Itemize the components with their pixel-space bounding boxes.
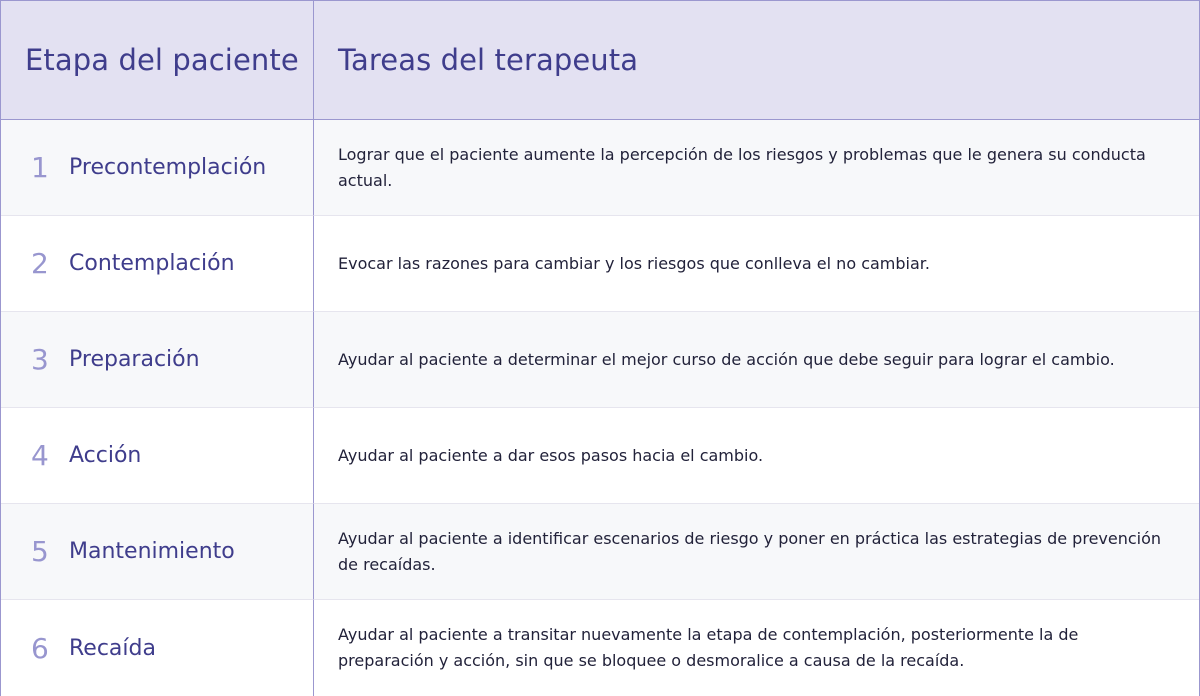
stage-name: Recaída (69, 635, 156, 661)
stage-cell-6 (1, 600, 314, 696)
header-task-label: Tareas del terapeuta (338, 43, 639, 77)
stage-number: 1 (31, 151, 49, 184)
stage-number: 4 (31, 439, 49, 472)
stage-name: Preparación (69, 347, 200, 372)
stage-cell-5 (1, 504, 314, 600)
stage-cell-3 (1, 312, 314, 408)
task-cell-4 (314, 408, 1199, 504)
task-cell-2 (314, 216, 1199, 312)
stage-number: 6 (31, 631, 49, 665)
header-stage-cell (1, 1, 314, 120)
stage-name: Precontemplación (69, 155, 267, 180)
task-text: Lograr que el paciente aumente la percepción de los riesgos y problemas que le genera su conducta actual. (338, 144, 1146, 190)
stage-name: Mantenimiento (69, 539, 235, 564)
task-cell-6 (314, 600, 1199, 696)
stage-cell-4 (1, 408, 314, 504)
stage-number: 5 (31, 535, 49, 568)
stage-name: Contemplación (69, 251, 235, 276)
stage-number: 2 (31, 247, 49, 280)
task-text: Ayudar al paciente a identificar escenarios de riesgo y poner en práctica las estrategias de prevención de recaídas. (338, 528, 1162, 574)
stage-cell-1 (1, 120, 314, 216)
task-text: Ayudar al paciente a transitar nuevamente la etapa de contemplación, posteriormente la de preparación y acción, sin que se bloquee o desmoralice a causa de la recaída. (338, 625, 1079, 670)
header-stage-label: Etapa del paciente (25, 43, 299, 77)
header-task-cell (314, 1, 1199, 120)
task-text: Ayudar al paciente a determinar el mejor curso de acción que debe seguir para lograr el cambio. (338, 349, 1115, 369)
task-cell-1 (314, 120, 1199, 216)
task-text: Evocar las razones para cambiar y los riesgos que conlleva el no cambiar. (338, 253, 930, 273)
task-text: Ayudar al paciente a dar esos pasos hacia el cambio. (338, 445, 764, 465)
task-cell-5 (314, 504, 1199, 600)
task-cell-3 (314, 312, 1199, 408)
stage-cell-2 (1, 216, 314, 312)
stage-number: 3 (31, 343, 49, 376)
stage-name: Acción (69, 443, 142, 468)
